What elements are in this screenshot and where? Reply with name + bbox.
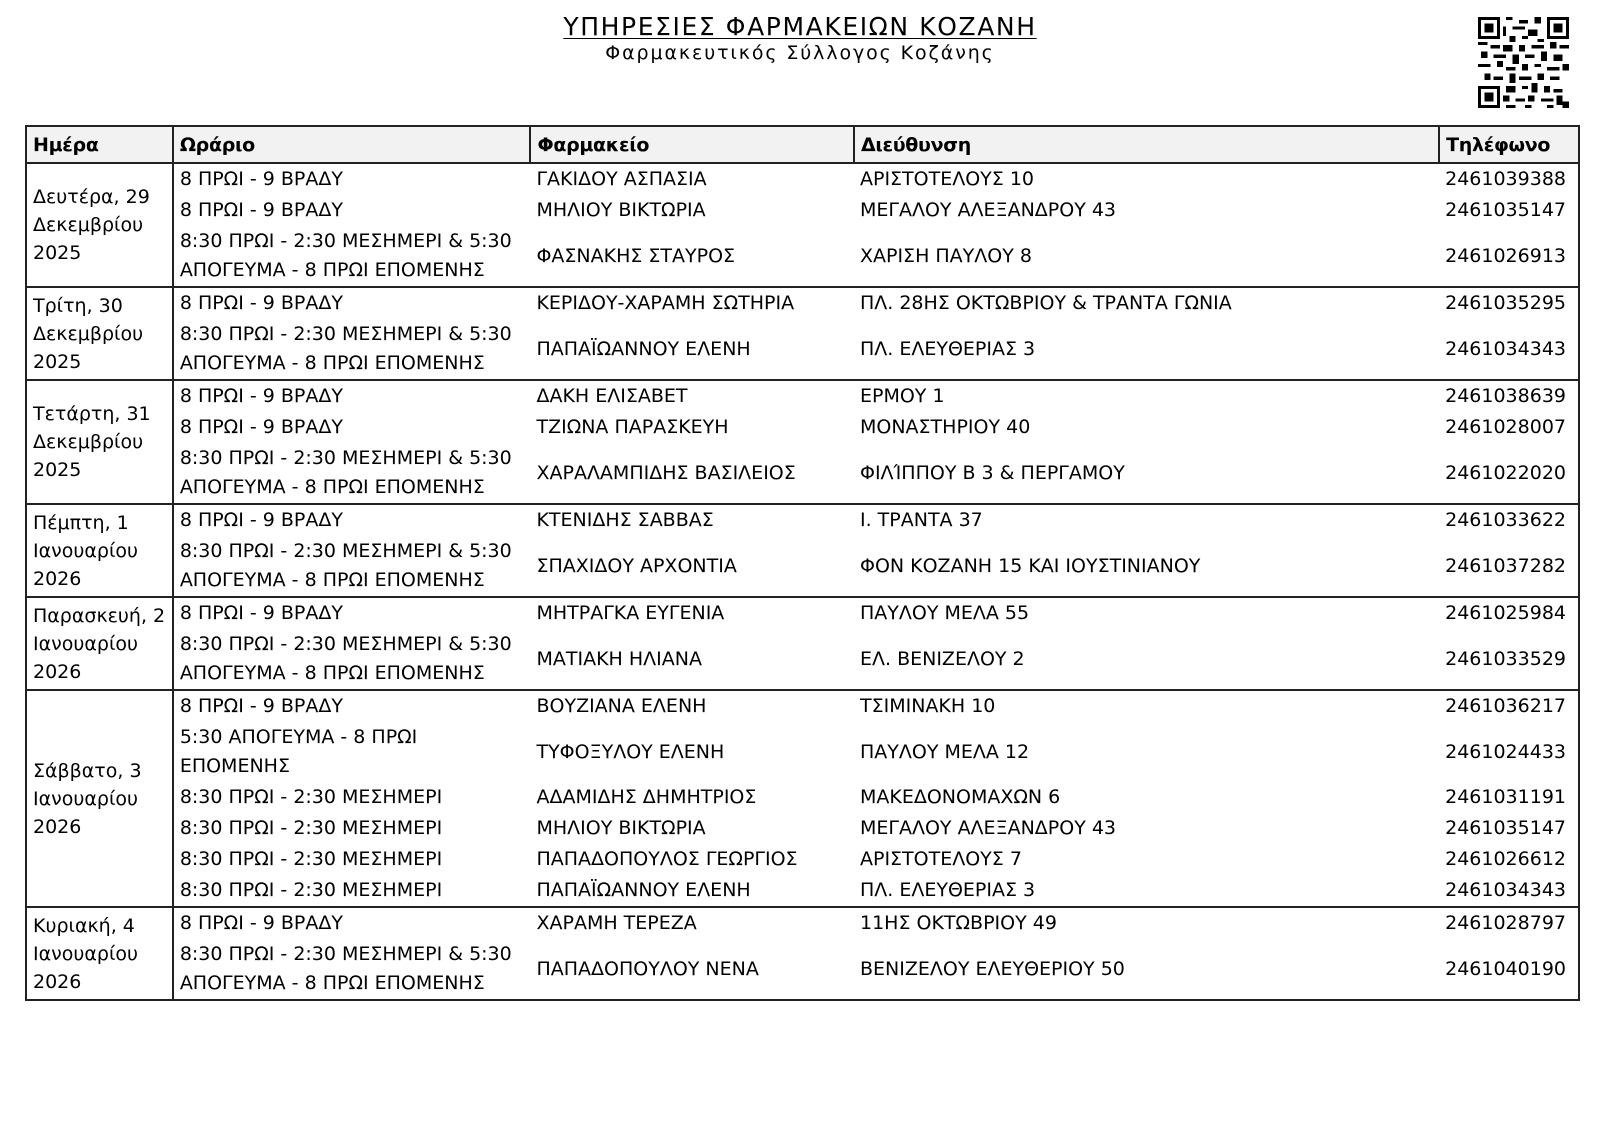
phone-cell: 2461026913 [1439, 226, 1579, 287]
phone-cell: 2461035295 [1439, 287, 1579, 319]
pharmacy-cell: ΠΑΠΑΔΟΠΟΥΛΟΥ ΝΕΝΑ [530, 939, 854, 1000]
hours-cell: 8 ΠΡΩΙ - 9 ΒΡΑΔΥ [179, 385, 343, 407]
hours-cell: 5:30 ΑΠΟΓΕΥΜΑ - 8 ΠΡΩΙ ΕΠΟΜΕΝΗΣ [179, 726, 418, 777]
day-cell: Τρίτη, 30 Δεκεμβρίου 2025 [26, 287, 173, 380]
phone-cell: 2461035147 [1439, 195, 1579, 226]
pharmacy-cell: ΜΗΛΙΟΥ ΒΙΚΤΩΡΙΑ [536, 199, 706, 221]
phone-cell: 2461025984 [1439, 597, 1579, 629]
hours-cell: 8 ΠΡΩΙ - 9 ΒΡΑΔΥ [179, 602, 343, 624]
phone-cell: 2461034343 [1439, 319, 1579, 380]
hours-cell: 8 ΠΡΩΙ - 9 ΒΡΑΔΥ [179, 292, 343, 314]
phone-cell: 2461038639 [1439, 380, 1579, 412]
pharmacy-cell: ΠΑΠΑΔΟΠΟΥΛΟΣ ΓΕΩΡΓΙΟΣ [536, 848, 798, 870]
hours-cell: 8:30 ΠΡΩΙ - 2:30 ΜΕΣΗΜΕΡΙ [179, 817, 443, 839]
phone-cell: 2461037282 [1439, 536, 1579, 597]
phone-cell: 2461031191 [1439, 782, 1579, 813]
table-row [26, 319, 1579, 380]
address-cell: Ι. ΤΡΑΝΤΑ 37 [859, 509, 983, 531]
pharmacy-cell: ΒΟΥΖΙΑΝΑ ΕΛΕΝΗ [536, 695, 707, 717]
hours-cell: 8 ΠΡΩΙ - 9 ΒΡΑΔΥ [179, 509, 343, 531]
day-cell: Δευτέρα, 29 Δεκεμβρίου 2025 [26, 163, 173, 287]
phone-cell: 2461033622 [1439, 504, 1579, 536]
hours-cell: 8:30 ΠΡΩΙ - 2:30 ΜΕΣΗΜΕΡΙ & 5:30 ΑΠΟΓΕΥΜΑ - 8 ΠΡΩΙ ΕΠΟΜΕΝΗΣ [173, 319, 531, 380]
hours-cell: 8 ΠΡΩΙ - 9 ΒΡΑΔΥ [179, 168, 343, 190]
address-cell: ΑΡΙΣΤΟΤΕΛΟΥΣ 7 [859, 848, 1022, 870]
column-header-phone: Τηλέφωνο [1439, 126, 1579, 163]
table-row [26, 195, 1579, 226]
address-cell: ΠΛ. ΕΛΕΥΘΕΡΙΑΣ 3 [854, 319, 1439, 380]
qr-code-icon [1478, 17, 1569, 108]
table-row [26, 907, 1579, 939]
address-cell: ΠΑΥΛΟΥ ΜΕΛΑ 55 [859, 602, 1030, 624]
document-title: ΥΠΗΡΕΣΙΕΣ ΦΑΡΜΑΚΕΙΩΝ ΚΟΖΑΝΗ [563, 12, 1037, 41]
table-header-row [26, 126, 1579, 163]
address-cell: ΦΙΛΊΠΠΟΥ Β 3 & ΠΕΡΓΑΜΟΥ [854, 443, 1439, 504]
phone-cell: 2461033529 [1439, 629, 1579, 690]
table-row [26, 380, 1579, 412]
pharmacy-cell: ΧΑΡΑΜΗ ΤΕΡΕΖΑ [536, 912, 697, 934]
phone-cell: 2461022020 [1439, 443, 1579, 504]
day-cell: Σάββατο, 3 Ιανουαρίου 2026 [26, 690, 173, 907]
address-cell: ΑΡΙΣΤΟΤΕΛΟΥΣ 10 [859, 168, 1034, 190]
phone-cell: 2461036217 [1439, 690, 1579, 722]
address-cell: ΠΛ. 28ΗΣ ΟΚΤΩΒΡΙΟΥ & ΤΡΑΝΤΑ ΓΩΝΙΑ [859, 292, 1232, 314]
column-header-address: Διεύθυνση [854, 126, 1439, 163]
pharmacy-cell: ΧΑΡΑΛΑΜΠΙΔΗΣ ΒΑΣΙΛΕΙΟΣ [530, 443, 854, 504]
pharmacy-cell: ΚΕΡΙΔΟΥ-ΧΑΡΑΜΗ ΣΩΤΗΡΙΑ [536, 292, 795, 314]
address-cell: ΠΛ. ΕΛΕΥΘΕΡΙΑΣ 3 [854, 875, 1439, 907]
pharmacy-cell: ΦΑΣΝΑΚΗΣ ΣΤΑΥΡΟΣ [530, 226, 854, 287]
address-cell: ΜΕΓΑΛΟΥ ΑΛΕΞΑΝΔΡΟΥ 43 [859, 817, 1117, 839]
table-row [26, 443, 1579, 504]
pharmacy-cell: ΜΑΤΙΑΚΗ ΗΛΙΑΝΑ [530, 629, 854, 690]
hours-cell: 8 ΠΡΩΙ - 9 ΒΡΑΔΥ [179, 199, 343, 221]
table-row [26, 844, 1579, 875]
address-cell: ΦΟΝ ΚΟΖΑΝΗ 15 ΚΑΙ ΙΟΥΣΤΙΝΙΑΝΟΥ [854, 536, 1439, 597]
table-row [26, 629, 1579, 690]
hours-cell: 8 ΠΡΩΙ - 9 ΒΡΑΔΥ [179, 695, 343, 717]
address-cell: ΠΑΥΛΟΥ ΜΕΛΑ 12 [859, 740, 1030, 763]
table-row [26, 722, 1579, 782]
hours-cell: 8:30 ΠΡΩΙ - 2:30 ΜΕΣΗΜΕΡΙ [179, 786, 443, 808]
hours-cell: 8:30 ΠΡΩΙ - 2:30 ΜΕΣΗΜΕΡΙ [179, 848, 443, 870]
table-row [26, 504, 1579, 536]
hours-cell: 8:30 ΠΡΩΙ - 2:30 ΜΕΣΗΜΕΡΙ & 5:30 ΑΠΟΓΕΥΜΑ - 8 ΠΡΩΙ ΕΠΟΜΕΝΗΣ [173, 443, 531, 504]
table-row [26, 690, 1579, 722]
address-cell: ΒΕΝΙΖΕΛΟΥ ΕΛΕΥΘΕΡΙΟΥ 50 [854, 939, 1439, 1000]
hours-cell: 8:30 ΠΡΩΙ - 2:30 ΜΕΣΗΜΕΡΙ & 5:30 ΑΠΟΓΕΥΜΑ - 8 ΠΡΩΙ ΕΠΟΜΕΝΗΣ [173, 629, 531, 690]
address-cell: ΜΑΚΕΔΟΝΟΜΑΧΩΝ 6 [859, 786, 1061, 808]
hours-cell: 8:30 ΠΡΩΙ - 2:30 ΜΕΣΗΜΕΡΙ & 5:30 ΑΠΟΓΕΥΜΑ - 8 ΠΡΩΙ ΕΠΟΜΕΝΗΣ [173, 226, 531, 287]
day-cell: Τετάρτη, 31 Δεκεμβρίου 2025 [26, 380, 173, 504]
address-cell: ΜΟΝΑΣΤΗΡΙΟΥ 40 [859, 416, 1031, 438]
pharmacy-cell: ΠΑΠΑΪΩΑΝΝΟΥ ΕΛΕΝΗ [530, 875, 854, 907]
phone-cell: 2461028007 [1439, 412, 1579, 443]
table-row [26, 287, 1579, 319]
pharmacy-schedule-table [25, 125, 1580, 1001]
pharmacy-cell: ΜΗΛΙΟΥ ΒΙΚΤΩΡΙΑ [536, 817, 706, 839]
column-header-pharmacy: Φαρμακείο [530, 126, 854, 163]
column-header-day: Ημέρα [26, 126, 173, 163]
phone-cell: 2461026612 [1439, 844, 1579, 875]
table-row [26, 813, 1579, 844]
address-cell: ΜΕΓΑΛΟΥ ΑΛΕΞΑΝΔΡΟΥ 43 [859, 199, 1117, 221]
hours-cell: 8:30 ΠΡΩΙ - 2:30 ΜΕΣΗΜΕΡΙ & 5:30 ΑΠΟΓΕΥΜΑ - 8 ΠΡΩΙ ΕΠΟΜΕΝΗΣ [173, 939, 531, 1000]
address-cell: 11ΗΣ ΟΚΤΩΒΡΙΟΥ 49 [859, 912, 1057, 934]
address-cell: ΤΣΙΜΙΝΑΚΗ 10 [859, 695, 996, 717]
pharmacy-cell: ΓΑΚΙΔΟΥ ΑΣΠΑΣΙΑ [536, 168, 707, 190]
table-row [26, 782, 1579, 813]
phone-cell: 2461040190 [1439, 939, 1579, 1000]
table-row [26, 226, 1579, 287]
pharmacy-cell: ΔΑΚΗ ΕΛΙΣΑΒΕΤ [536, 385, 688, 407]
day-cell: Κυριακή, 4 Ιανουαρίου 2026 [26, 907, 173, 1000]
hours-cell: 8 ΠΡΩΙ - 9 ΒΡΑΔΥ [179, 912, 343, 934]
column-header-hours: Ωράριο [173, 126, 531, 163]
hours-cell: 8 ΠΡΩΙ - 9 ΒΡΑΔΥ [179, 416, 343, 438]
hours-cell: 8:30 ΠΡΩΙ - 2:30 ΜΕΣΗΜΕΡΙ [173, 875, 531, 907]
table-body [26, 163, 1579, 1000]
address-cell: ΕΡΜΟΥ 1 [859, 385, 945, 407]
document-subtitle: Φαρμακευτικός Σύλλογος Κοζάνης [605, 42, 995, 64]
address-cell: ΕΛ. ΒΕΝΙΖΕΛΟΥ 2 [854, 629, 1439, 690]
pharmacy-cell: ΜΗΤΡΑΓΚΑ ΕΥΓΕΝΙΑ [536, 602, 725, 624]
hours-cell: 8:30 ΠΡΩΙ - 2:30 ΜΕΣΗΜΕΡΙ & 5:30 ΑΠΟΓΕΥΜΑ - 8 ΠΡΩΙ ΕΠΟΜΕΝΗΣ [173, 536, 531, 597]
table-row [26, 875, 1579, 907]
table-row [26, 536, 1579, 597]
address-cell: ΧΑΡΙΣΗ ΠΑΥΛΟΥ 8 [854, 226, 1439, 287]
day-cell: Πέμπτη, 1 Ιανουαρίου 2026 [26, 504, 173, 597]
pharmacy-cell: ΤΖΙΩΝΑ ΠΑΡΑΣΚΕΥΗ [536, 416, 729, 438]
pharmacy-cell: ΑΔΑΜΙΔΗΣ ΔΗΜΗΤΡΙΟΣ [536, 786, 757, 808]
table-row [26, 939, 1579, 1000]
pharmacy-cell: ΤΥΦΟΞΥΛΟΥ ΕΛΕΝΗ [536, 740, 725, 763]
phone-cell: 2461034343 [1439, 875, 1579, 907]
phone-cell: 2461024433 [1439, 722, 1579, 782]
table-row [26, 412, 1579, 443]
phone-cell: 2461028797 [1439, 907, 1579, 939]
table-row [26, 597, 1579, 629]
day-cell: Παρασκευή, 2 Ιανουαρίου 2026 [26, 597, 173, 690]
table-row [26, 163, 1579, 195]
phone-cell: 2461035147 [1439, 813, 1579, 844]
phone-cell: 2461039388 [1439, 163, 1579, 195]
pharmacy-cell: ΠΑΠΑΪΩΑΝΝΟΥ ΕΛΕΝΗ [530, 319, 854, 380]
pharmacy-cell: ΚΤΕΝΙΔΗΣ ΣΑΒΒΑΣ [536, 509, 714, 531]
pharmacy-cell: ΣΠΑΧΙΔΟΥ ΑΡΧΟΝΤΙΑ [530, 536, 854, 597]
